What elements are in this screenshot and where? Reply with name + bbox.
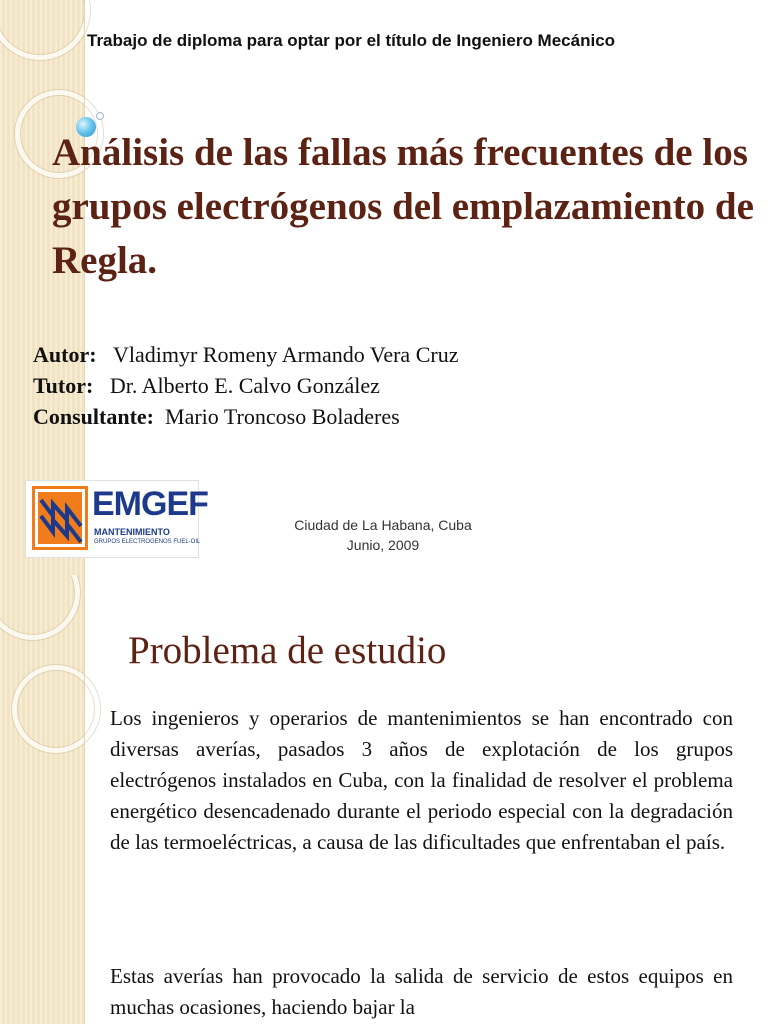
- problem-slide: [0, 575, 768, 1024]
- decorative-ring: [0, 575, 80, 640]
- credit-author: [33, 339, 458, 370]
- logo-subline: MANTENIMIENTO: [94, 527, 170, 537]
- credit-value: Mario Troncoso Boladeres: [165, 404, 400, 429]
- emgef-logo-mark-icon: [32, 486, 88, 550]
- presentation-title: Análisis de las fallas más frecuentes de los grupos electrógenos del emplazamiento de Regla.: [52, 131, 754, 282]
- body-paragraph: Estas averías han provocado la salida de servicio de estos equipos en muchas ocasiones, haciendo bajar la: [110, 964, 733, 1019]
- decorative-ring: [12, 665, 100, 753]
- body-paragraph: Los ingenieros y operarios de mantenimientos se han encontrado con diversas averías, pasados 3 años de explotación de los grupos electrógenos instalados en Cuba, con la finalidad de resolver el problema energético desencadenado durante el periodo especial con la degradación de las termoeléctricas, a causa de las dificultades que enfrentaban el país.: [110, 706, 733, 854]
- credit-label: Autor:: [33, 342, 97, 367]
- credit-label: Consultante:: [33, 404, 155, 429]
- logo-name: EMGEF: [92, 485, 208, 523]
- place-date-block: [263, 515, 503, 555]
- strip-edge-line: [84, 575, 85, 1024]
- logo-tagline: GRUPOS ELECTROGENOS FUEL-OIL: [94, 539, 201, 545]
- decorative-side-strip: [0, 575, 85, 1024]
- credit-value: Dr. Alberto E. Calvo González: [109, 373, 380, 398]
- place-text: Ciudad de La Habana, Cuba: [294, 517, 472, 533]
- section-title: Problema de estudio: [128, 629, 447, 672]
- credit-tutor: [33, 370, 458, 401]
- title-bullet-dot-icon: [96, 112, 104, 120]
- decorative-ring: [0, 0, 90, 60]
- credit-consultant: [33, 401, 458, 432]
- credit-value: Vladimyr Romeny Armando Vera Cruz: [113, 342, 459, 367]
- credit-label: Tutor:: [33, 373, 94, 398]
- emgef-logo: [25, 480, 208, 558]
- credits-block: [33, 339, 458, 432]
- date-text: Junio, 2009: [346, 537, 420, 553]
- diploma-subtitle: Trabajo de diploma para optar por el título de Ingeniero Mecánico: [87, 31, 616, 50]
